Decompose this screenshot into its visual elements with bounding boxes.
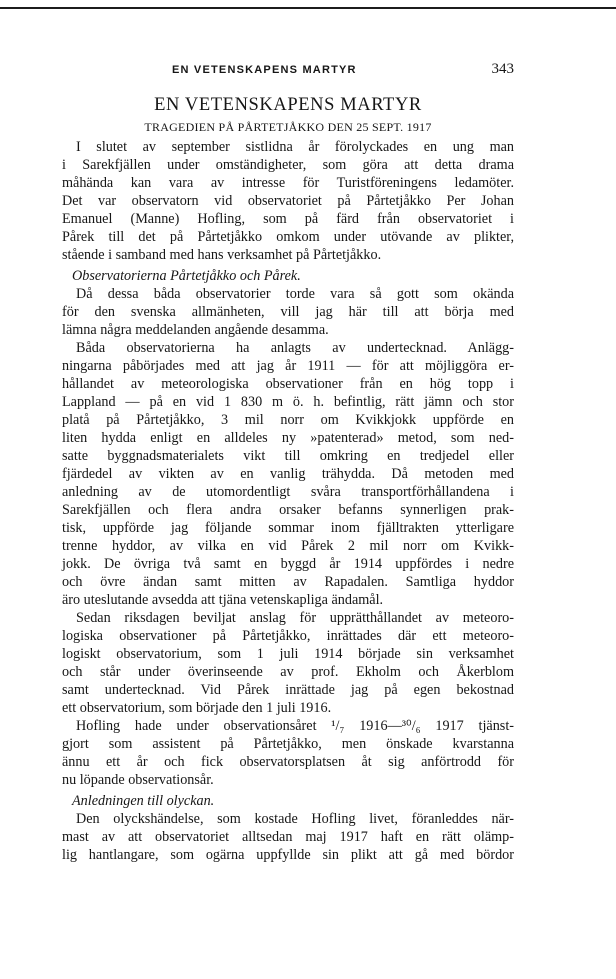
text-line: i Sarekfjällen under omständigheter, som göra att detta drama <box>62 157 514 173</box>
text-line: I slutet av september sistlidna år förolyckades en ung man <box>76 139 514 155</box>
text-line: Lappland — på en vid 1 830 m ö. h. befintlig, rätt jämn och stor <box>62 394 514 410</box>
section-heading-cause: Anledningen till olyckan. <box>72 793 215 809</box>
text-line: äro uteslutande avsedda att tjäna vetenskapliga ändamål. <box>62 592 384 608</box>
text-line: logiskt observatorium, som 1 juli 1914 började sin verksamhet <box>62 646 514 662</box>
text-line: ännu ett år och fick observatorsplatsen åt sig anförtrodd för <box>62 754 514 770</box>
book-page <box>62 59 514 864</box>
text-line: satte byggnadsmaterialets vikt till omkring en tredjedel eller <box>62 448 514 464</box>
text-line: lämna några meddelanden angående desamma. <box>62 322 329 338</box>
article-subtitle: TRAGEDIEN PÅ PÅRTETJÅKKO DEN 25 SEPT. 1917 <box>144 120 432 134</box>
text-line: Då dessa båda observatorier torde vara så gott som okända <box>76 286 514 302</box>
article-title: EN VETENSKAPENS MARTYR <box>154 95 422 115</box>
article-body <box>62 138 514 864</box>
text-line: för den svenska allmänheten, vill jag här till att börja med <box>62 304 514 320</box>
text-line: trenne hyddor, av vilka en vid Pårek 2 mil norr om Kvikk- <box>62 538 514 554</box>
text-line: samt undertecknad. Vid Pårek inrättade jag på egen bekostnad <box>62 682 514 698</box>
text-line: mast av att observatoriet alltsedan maj 1917 haft en rätt olämp- <box>62 829 514 845</box>
text-line: Hofling hade under observationsåret ¹/₇ 1916—³⁰/₆ 1917 tjänst- <box>76 718 514 734</box>
text-line: logiska observationer på Pårtetjåkko, inrättades där ett meteoro- <box>62 628 514 644</box>
text-line: jokk. De övriga två samt en byggd år 1914 uppfördes i nedre <box>62 556 514 572</box>
text-line: måhända kan vara av intresse för Turistföreningens ledamöter. <box>62 175 514 191</box>
text-line: lig hantlangare, som ogärna uppfyllde sin plikt att gå med bördor <box>62 847 514 863</box>
page-number: 343 <box>491 61 514 77</box>
text-line: nu löpande observationsår. <box>62 772 214 788</box>
running-head <box>62 59 514 81</box>
text-line: fjärdedel av vikten av en vanlig trähydda. Då metoden med <box>62 466 514 482</box>
top-rule <box>0 7 616 9</box>
text-line: Pårek till det på Pårtetjåkko omkom under utövande av plikter, <box>62 229 514 245</box>
text-line: Sedan riksdagen beviljat anslag för upprätthållandet av meteoro- <box>76 610 514 626</box>
text-line: ett observatorium, som började den 1 juli 1916. <box>62 700 332 716</box>
text-line: gjort som assistent på Pårtetjåkko, men önskade kvarstanna <box>62 736 514 752</box>
running-head-title: EN VETENSKAPENS MARTYR <box>172 64 357 76</box>
text-line: och står under överinseende av prof. Ekholm och Åkerblom <box>62 664 514 680</box>
text-line: och övre ändan samt mitten av Rapadalen. Samtliga hyddor <box>62 574 514 590</box>
text-line: Den olyckshändelse, som kostade Hofling livet, föranleddes när- <box>76 811 514 827</box>
text-line: stående i samband med hans verksamhet på Pårtetjåkko. <box>62 247 382 263</box>
text-line: Det var observatorn vid observatoriet på Pårtetjåkko Per Johan <box>62 193 514 209</box>
text-line: platå på Pårtetjåkko, 3 mil norr om Kvikkjokk uppförde en <box>62 412 514 428</box>
text-line: Emanuel (Manne) Hofling, som på färd från observatoriet i <box>62 211 514 227</box>
section-heading-observatories: Observatorierna Pårtetjåkko och Pårek. <box>72 268 301 284</box>
text-line: Sarekfjällen och flera andra orsaker befanns synnerligen prak- <box>62 502 514 518</box>
text-line: hållandet av meteorologiska observationer från en hög topp i <box>62 376 514 392</box>
text-line: anledning av de utomordentligt svåra transportförhållandena i <box>62 484 514 500</box>
text-line: liten hydda enligt en alldeles ny »patenterad» metod, som ned- <box>62 430 514 446</box>
text-line: Båda observatorierna ha anlagts av undertecknad. Anlägg- <box>76 340 514 356</box>
text-line: ningarna påbörjades med att jag år 1911 — för att möjliggöra er- <box>62 358 514 374</box>
text-line: tisk, uppförde jag följande sommar inom fjälltrakten ytterligare <box>62 520 514 536</box>
